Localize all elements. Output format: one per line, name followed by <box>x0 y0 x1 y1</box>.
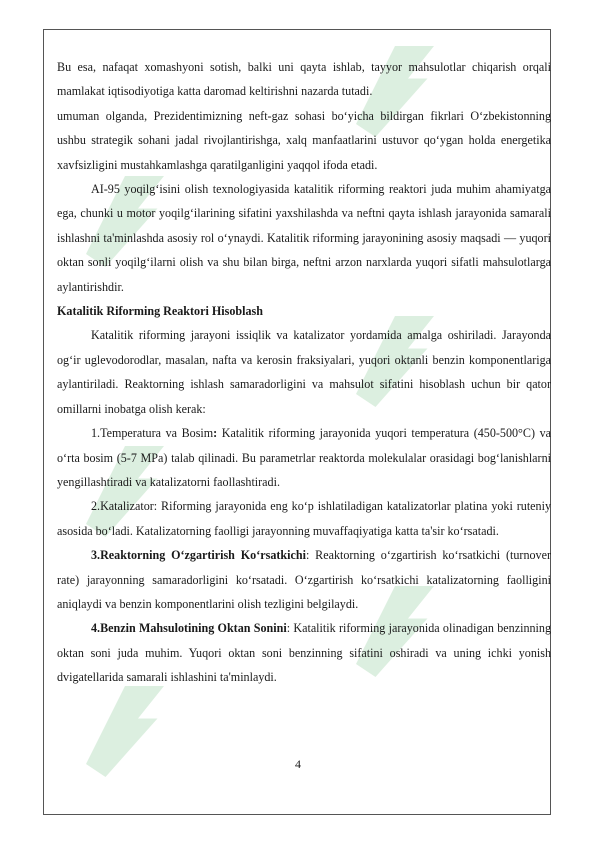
paragraph: Katalitik riforming jarayoni issiqlik va katalizator yordamida amalga oshiriladi. Jarayonda og‘ir uglevodorodlar, masalan, nafta va kerosin fraksiyalari, yuqori oktanli benzin komponentlariga aylantiriladi. Reaktorning ishlash samaradorligini va mahsulot sifatini hisoblash uchun bir qator omillarni inobatga olish kerak: <box>57 328 551 416</box>
paragraph: umuman olganda, Prezidentimizning neft-gaz sohasi bo‘yicha bildirgan fikrlari O‘zbekistonning ushbu strategik sohani jadal rivojlantirishga, xalq manfaatlarini ustuvor qo‘ygan holda energetika xavfsizligini mustahkamlashga qaratilganligini yaqqol ifoda etadi. <box>57 108 551 172</box>
section-heading: Katalitik Riforming Reaktori Hisoblash <box>57 304 263 319</box>
page-number: 4 <box>295 757 301 771</box>
list-item-colon: : <box>213 426 218 441</box>
list-item-text: Katalitik riforming jarayonida yuqori temperatura (450-500°C) va o‘rta bosim (5-7 MPa) talab qilinadi. Bu parametrlar reaktorda molekulalar orasidagi bog‘lanishlarni yengillashtiradi va katalizatorni faollashtiradi. <box>57 426 551 489</box>
paragraph: Bu esa, nafaqat xomashyoni sotish, balki uni qayta ishlab, tayyor mahsulotlar chiqarish orqali mamlakat iqtisodiyotiga katta daromad keltirishni nazarda tutadi. <box>57 60 551 99</box>
list-item <box>57 543 551 616</box>
list-item: 2.Katalizator: Riforming jarayonida eng ko‘p ishlatiladigan katalizatorlar platina yoki ruteniy asosida bo‘ladi. Katalizatorning faolligi jarayonning muvaffaqiyatiga katta ta'sir ko‘rsatadi. <box>57 499 551 538</box>
list-item-text: : Reaktorning o‘zgartirish ko‘rsatkichi (turnover rate) jarayonning samaradorligini ko‘rsatadi. O‘zgartirish ko‘rsatkichi katalizatorning faolligini aniqlaydi va benzin komponentlarini olish tezligini belgilaydi. <box>57 548 551 611</box>
paragraph: AI-95 yoqilg‘isini olish texnologiyasida katalitik riforming reaktori juda muhim ahamiyatga ega, chunki u motor yoqilg‘ilarining sifatini yaxshilashda va neftni qayta ishlash jarayonida samarali ishlashni ta'minlashda asosiy rol o‘ynaydi. Katalitik riforming jarayonining asosiy maqsadi — yuqori oktan sonli yoqilg‘ilarni olish va shu bilan birga, neftni arzon narxlarda yuqori sifatli mahsulotlarga aylantirishdir. <box>57 182 551 294</box>
list-item <box>57 421 551 494</box>
list-item-lead: 4.Benzin Mahsulotining Oktan Sonini <box>91 621 287 636</box>
list-item-lead: 3.Reaktorning O‘zgartirish Ko‘rsatkichi <box>91 548 306 563</box>
list-item <box>57 616 551 689</box>
list-item-lead: 1.Temperatura va Bosim <box>91 426 214 441</box>
list-item-text: : Katalitik riforming jarayonida olinadigan benzinning oktan soni juda muhim. Yuqori oktan soni benzinning sifatini oshiradi va uning ichki yonish dvigatellarida samarali ishlashini ta'minlaydi. <box>57 621 551 685</box>
document-body <box>57 55 551 690</box>
